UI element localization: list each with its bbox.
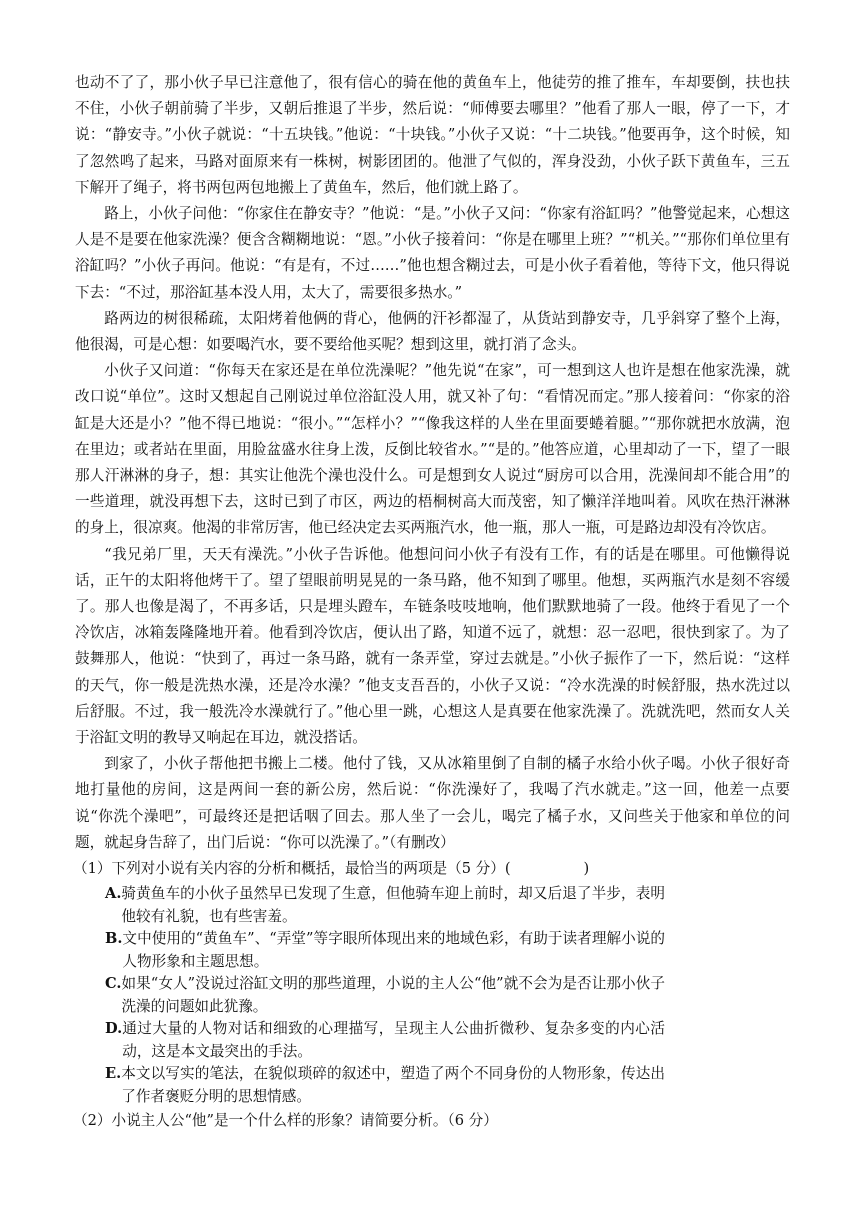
option-letter: B.: [105, 930, 123, 948]
option-letter: C.: [105, 975, 122, 993]
option-letter: A.: [105, 885, 122, 903]
option-text: 文中使用的“黄鱼车”、“弄堂”等字眼所体现出来的地域色彩，有助于读者理解小说的人物形象和主题思想。: [122, 930, 665, 970]
option-e: [105, 1063, 665, 1108]
passage-paragraph-2: 路上，小伙子问他：“你家住在静安寺？”他说：“是。”小伙子又问：“你家有浴缸吗？”他警觉起来，心想这人是不是要在他家洗澡？便含含糊糊地说：“恩。”小伙子接着问：“你是在哪里上班？”“机关。”“那你们单位里有浴缸吗？”小伙子再问。他说：“有是有，不过……”他也想含糊过去，可是小伙子看着他，等待下文，他只得说下去：“不过，那浴缸基本没人用，太大了，需要很多热水。”: [75, 205, 790, 301]
option-text: 骑黄鱼车的小伙子虽然早已发现了生意，但他骑车迎上前时，却又后退了半步，表明他较有礼貌，也有些害羞。: [121, 885, 665, 925]
option-letter: D.: [105, 1020, 123, 1038]
passage-paragraph-6: 到家了，小伙子帮他把书搬上二楼。他付了钱，又从冰箱里倒了自制的橘子水给小伙子喝。小伙子很好奇地打量他的房间，这是两间一套的新公房，然后说：“你洗澡好了，我喝了汽水就走。”这一回，他差一点要说“你洗个澡吧”，可最终还是把话咽了回去。那人坐了一会儿，喝完了橘子水，又问些关于他家和单位的问题，就起身告辞了，出门后说：“你可以洗澡了。”（有删改）: [75, 755, 790, 851]
passage-paragraph-5: “我兄弟厂里，天天有澡洗。”小伙子告诉他。他想问问小伙子有没有工作，有的话是在哪里。可他懒得说话，正午的太阳将他烤干了。望了望眼前明晃晃的一条马路，他不知到了哪里。他想，买两瓶汽水是刻不容缓了。那人也像是渴了，不再多话，只是埋头蹬车，车链条吱吱地响，他们默默地骑了一段。他终于看见了一个冷饮店，冰箱轰隆隆地开着。他看到冷饮店，便认出了路，知道不远了，就想：忍一忍吧，很快到家了。为了鼓舞那人，他说：“快到了，再过一条马路，就有一条弄堂，穿过去就是。”小伙子振作了一下，然后说：“这样的天气，你一般是洗热水澡，还是冷水澡？”他支支吾吾的，小伙子又说：“冷水洗澡的时候舒服，热水洗过以后舒服。不过，我一般洗冷水澡就行了。”他心里一跳，心想这人是真要在他家洗澡了。洗就洗吧，然而女人关于浴缸文明的教导又响起在耳边，就没搭话。: [75, 545, 790, 747]
option-a: [105, 883, 665, 928]
passage-paragraph-3: 路两边的树很稀疏，太阳烤着他俩的背心，他俩的汗衫都湿了，从货站到静安寺，几乎斜穿了整个上海，他很渴，可是心想：如要喝汽水，要不要给他买呢？想到这里，就打消了念头。: [75, 309, 790, 354]
option-d: [105, 1018, 665, 1063]
passage-paragraph-1: 也动不了了，那小伙子早已注意他了，很有信心的骑在他的黄鱼车上，他徒劳的推了推车，车却要倒，扶也扶不住，小伙子朝前骑了半步，又朝后推退了半步，然后说：“师傅要去哪里？”他看了那人一眼，停了一下，才说：“静安寺。”小伙子就说：“十五块钱。”他说：“十块钱。”小伙子又说：“十二块钱。”他要再争，这个时候，知了忽然鸣了起来，马路对面原来有一株树，树影团团的。他泄了气似的，浑身没劲，小伙子跃下黄鱼车，三五下解开了绳子，将书两包两包地搬上了黄鱼车，然后，他们就上路了。: [75, 74, 790, 196]
option-text: 如果“女人”没说过浴缸文明的那些道理，小说的主人公“他”就不会为是否让那小伙子洗澡的问题如此犹豫。: [121, 975, 665, 1015]
option-b: [105, 928, 665, 973]
question-2-stem: （2）小说主人公“他”是一个什么样的形象？请简要分析。（6 分）: [73, 1112, 498, 1130]
option-text: 本文以写实的笔法，在貌似琐碎的叙述中，塑造了两个不同身份的人物形象，传达出了作者褒贬分明的思想情感。: [121, 1065, 665, 1105]
option-text: 通过大量的人物对话和细致的心理描写，呈现主人公曲折微秒、复杂多变的内心活动，这是本文最突出的手法。: [122, 1020, 665, 1060]
passage-paragraph-4: 小伙子又问道：“你每天在家还是在单位洗澡呢？”他先说“在家”，可一想到这人也许是想在他家洗澡，就改口说“单位”。这时又想起自己刚说过单位浴缸没人用，就又补了句：“看情况而定。”那人接着问：“你家的浴缸是大还是小？”他不得已地说：“很小。”“怎样小？”“像我这样的人坐在里面要蜷着腿。”“那你就把水放满，泡在里边；或者站在里面，用脸盆盛水往身上泼，反倒比较省水。”“是的。”他答应道，心里却动了一下，望了一眼那人汗淋淋的身子，想：其实让他洗个澡也没什么。可是想到女人说过“厨房可以合用，洗澡间却不能合用”的一些道理，就没再想下去，这时已到了市区，两边的梧桐树高大而茂密，知了懒洋洋地叫着。风吹在热汗淋淋的身上，很凉爽。他渴的非常厉害，他已经决定去买两瓶汽水，他一瓶，那人一瓶，可是路边却没有冷饮店。: [75, 362, 790, 537]
option-letter: E.: [105, 1065, 122, 1083]
document-page: [75, 70, 790, 1135]
question-1-options: [105, 883, 665, 1108]
option-c: [105, 973, 665, 1018]
question-1-stem: （1）下列对小说有关内容的分析和概括，最恰当的两项是（5 分）( ): [73, 860, 590, 878]
